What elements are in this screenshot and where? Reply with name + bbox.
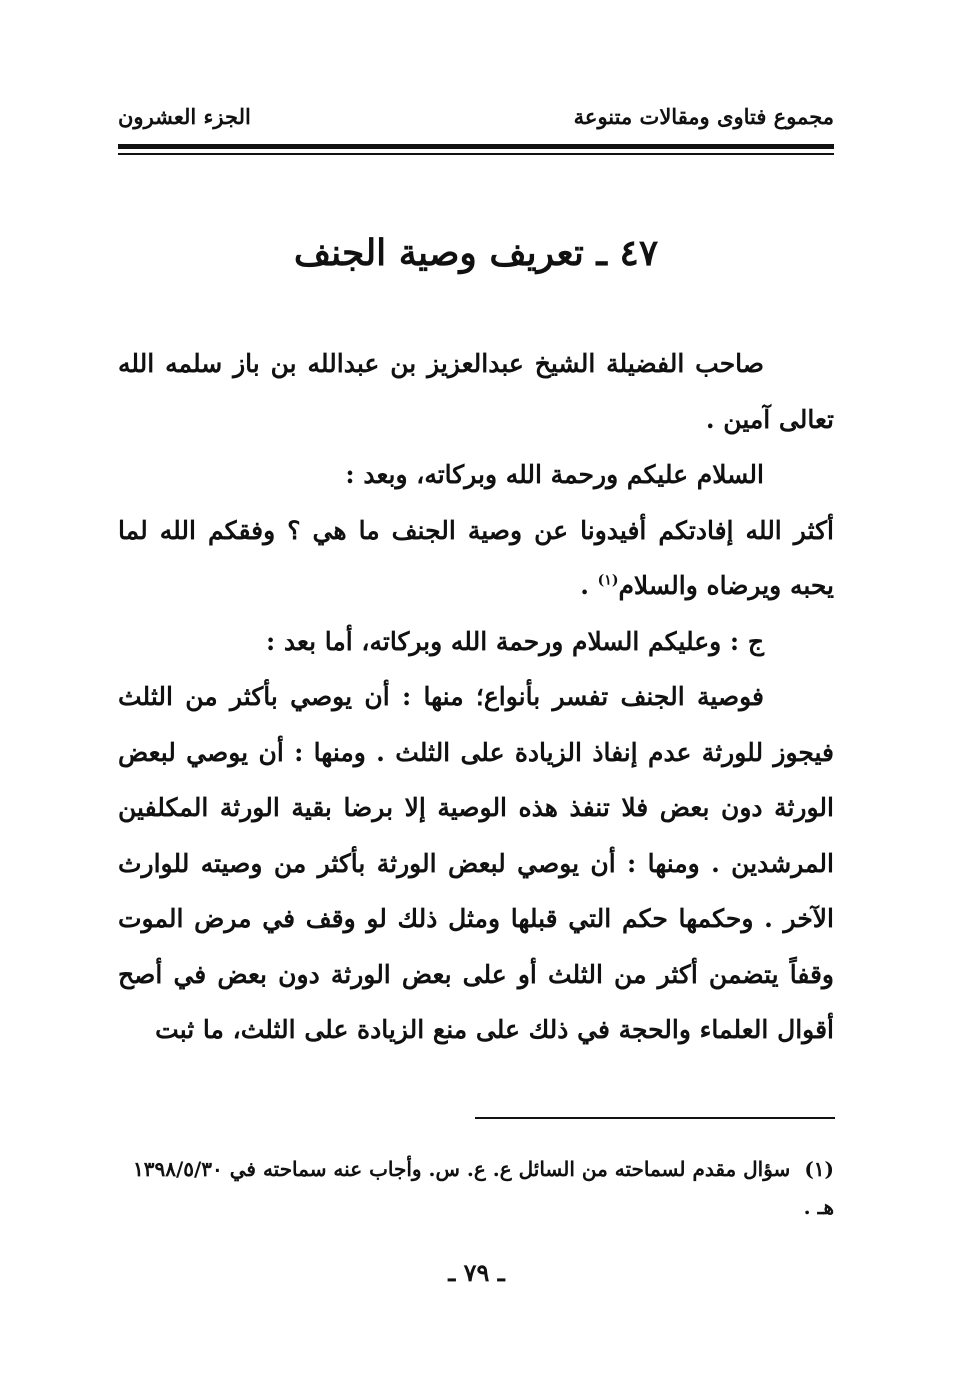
header-rule-thin [118, 153, 834, 155]
book-title: مجموع فتاوى ومقالات متنوعة [573, 104, 834, 129]
question-text: أكثر الله إفادتكم أفيدونا عن وصية الجنف ما هي ؟ وفقكم الله لما يحبه ويرضاه والسلام [118, 515, 834, 600]
header-rule-thick [118, 144, 834, 149]
chapter-title: ٤٧ ـ تعريف وصية الجنف [293, 232, 659, 274]
paragraph-question [118, 503, 834, 614]
paragraph-answer [118, 669, 834, 1058]
answer-part-2: : أن يوصي بأكثر من الثلث فيجوز للورثة عدم إنفاذ الزيادة على الثلث . [118, 682, 835, 767]
footnote-text: سؤال مقدم لسماحته من السائل ع. ع. س. وأجاب عنه سماحته في ١٣٩٨/٥/٣٠ هـ . [132, 1157, 834, 1219]
page-number: ـ ٧٩ ـ [448, 1258, 505, 1287]
answer-part-4: : أن يوصي لبعض الورثة بأكثر من وصيته للوارث الآخر . وحكمها حكم التي قبلها ومثل ذلك لو وقف في مرض الموت وقفاً يتضمن أكثر من الثلث أو على بعض الورثة دون بعض في أصح أقوال العلماء والحجة في ذلك على منع الزيادة على الثلث، ما ثبت [118, 848, 834, 1044]
keyword-minha: منها [423, 682, 464, 711]
answer-part-1: فوصية الجنف تفسر بأنواع؛ [463, 682, 764, 711]
paragraph-greeting: السلام عليكم ورحمة الله وبركاته، وبعد : [345, 460, 764, 489]
running-header [118, 104, 834, 134]
keyword-wa-minha-2: ومنها [647, 848, 700, 878]
footnote-number: (١) [804, 1157, 834, 1181]
body-text [118, 336, 834, 1058]
keyword-wa-minha-1: ومنها [313, 737, 366, 767]
volume-label: الجزء العشرون [118, 104, 251, 129]
footnote-reference[interactable]: (١) [597, 572, 619, 589]
answer-part-3: : أن يوصي لبعض الورثة دون بعض فلا تنفذ هذه الوصية إلا برضا بقية الورثة المكلفين المرشدين . [118, 737, 834, 878]
question-end: . [580, 571, 598, 600]
footnote-separator [475, 1117, 835, 1119]
paragraph-answer-opening: ج : وعليكم السلام ورحمة الله وبركاته، أما بعد : [265, 626, 764, 656]
paragraph-address: صاحب الفضيلة الشيخ عبدالعزيز بن عبدالله بن باز سلمه الله تعالى آمين . [118, 349, 834, 434]
footnote [118, 1150, 834, 1226]
